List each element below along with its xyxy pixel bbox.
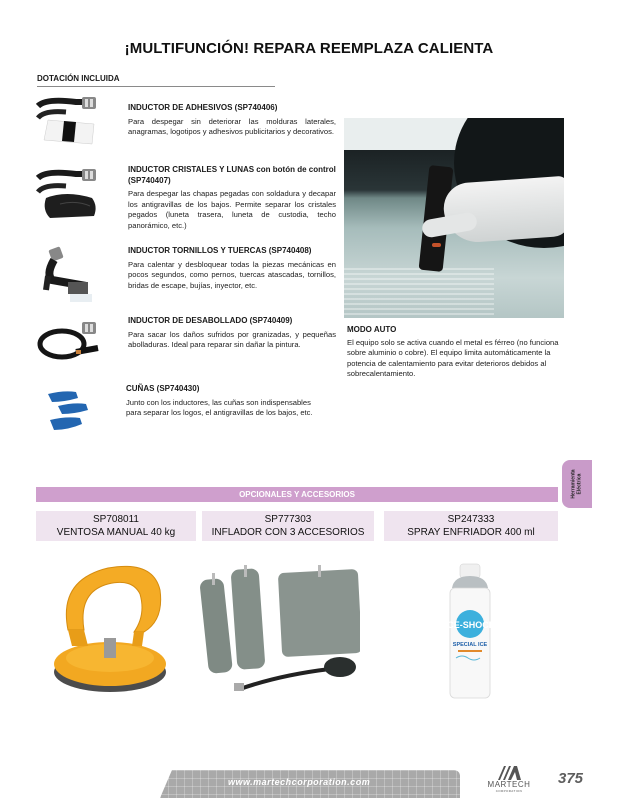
item-description: Para despegar las chapas pegadas con soldadura y decapar los antigravillas de los bajos. Permite separar los cristales pegados (luneta trasera, luneta de custodia, techo panorámico, etc.) <box>128 189 336 230</box>
modo-auto-title: MODO AUTO <box>347 325 397 334</box>
svg-text:SPECIAL ICE: SPECIAL ICE <box>452 642 488 648</box>
air-wedge-inflator-icon <box>200 565 360 710</box>
bolt-inductor-icon <box>36 246 100 306</box>
martech-logo-icon <box>496 766 522 780</box>
accessories-banner: OPCIONALES Y ACCESORIOS <box>36 487 558 502</box>
modo-auto-text: El equipo solo se activa cuando el metal es férreo (no funciona sobre aluminio o cobre). El equipo limita automáticamente la potencia de calentamiento para evitar deterioros debidos al sobrecalentamiento. <box>347 337 559 379</box>
martech-logo <box>484 766 534 793</box>
included-item-dent <box>128 316 336 351</box>
item-title: CUÑAS (SP740430) <box>126 384 200 393</box>
category-tab-line2: Eléctrica <box>577 473 583 495</box>
accessory-header-inflator <box>202 511 374 541</box>
category-tab[interactable] <box>562 460 592 508</box>
accessory-name: INFLADOR CON 3 ACCESORIOS <box>211 527 365 538</box>
dent-inductor-coil-icon <box>36 318 100 364</box>
item-description: Para despegar sin deteriorar las molduras laterales, anagramas, logotipos y adhesivos publicitarios y decorativos. <box>128 116 336 137</box>
modo-auto-section <box>347 325 567 380</box>
item-title: INDUCTOR TORNILLOS Y TUERCAS (SP740408) <box>128 246 312 255</box>
page-title: ¡MULTIFUNCIÓN! REPARA REEMPLAZA CALIENTA <box>124 40 494 57</box>
logo-subtitle: CORPORATION <box>495 789 523 793</box>
suction-cup-icon <box>48 560 178 700</box>
accessory-code: SP708011 <box>93 514 139 525</box>
item-description: Para calentar y desbloquear todas la piezas mecánicas en pocos segundos, como pernos, tuercas atascadas, tornillos, bridas de escape, bujías, inyector, etc. <box>128 259 336 290</box>
included-item-glass <box>128 165 336 231</box>
page-number: 375 <box>558 770 584 787</box>
glass-inductor-icon <box>36 168 100 222</box>
accessory-code: SP247333 <box>447 514 495 525</box>
svg-text:ICE-SHOCK: ICE-SHOCK <box>444 620 496 630</box>
accessory-name: SPRAY ENFRIADOR 400 ml <box>407 527 535 538</box>
logo-name: MARTECH <box>487 780 531 789</box>
included-item-adhesives <box>128 103 336 138</box>
item-description: Junto con los inductores, las cuñas son indispensables para separar los logos, el antigravillas de los bajos, etc. <box>126 397 313 418</box>
product-in-use-photo <box>344 118 564 318</box>
accessory-code: SP777303 <box>264 514 312 525</box>
item-description: Para sacar los daños sufridos por granizadas, y pequeñas abolladuras. Ideal para reparar sin dañar la pintura. <box>128 329 336 350</box>
accessory-name: VENTOSA MANUAL 40 kg <box>56 527 176 538</box>
item-title: INDUCTOR DE DESABOLLADO (SP740409) <box>128 316 293 325</box>
section-label-included: DOTACIÓN INCLUIDA <box>37 74 275 87</box>
adhesive-inductor-pad-icon <box>36 96 100 148</box>
included-item-wedges <box>126 384 316 419</box>
category-tab-line1: Herramienta <box>571 469 577 499</box>
item-title: INDUCTOR DE ADHESIVOS (SP740406) <box>128 103 278 112</box>
accessory-header-suction-cup <box>36 511 196 541</box>
blue-wedges-icon <box>36 388 100 436</box>
accessory-header-spray <box>384 511 558 541</box>
cooling-spray-can-icon <box>440 562 500 704</box>
footer-website-link[interactable]: www.martechcorporation.com <box>228 777 371 787</box>
item-title: INDUCTOR CRISTALES Y LUNAS con botón de control (SP740407) <box>128 165 336 185</box>
included-item-bolts <box>128 246 336 291</box>
